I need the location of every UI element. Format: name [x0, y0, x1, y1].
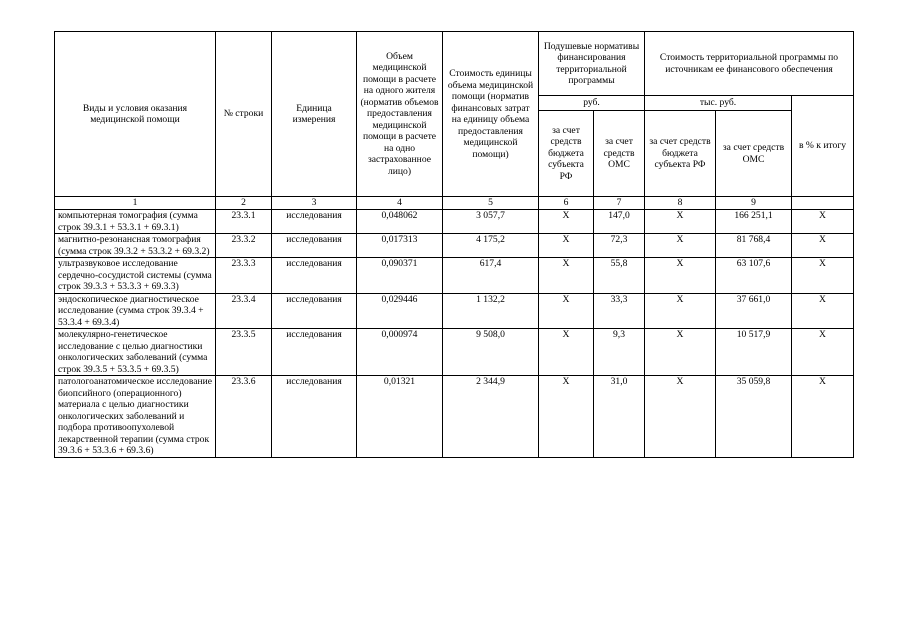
- program-cost-table: [54, 31, 854, 458]
- row-pc-oms: 33,3: [594, 293, 645, 329]
- row-volume: 0,029446: [357, 293, 443, 329]
- row-service-name: молекулярно-генетическое исследование с целью диагностики онкологических заболеваний (сумма строк 39.3.5 + 53.3.5 + 69.3.5): [55, 329, 216, 376]
- row-percent: Х: [792, 234, 854, 258]
- row-line-number: 23.3.2: [216, 234, 272, 258]
- row-unit-cost: 617,4: [443, 258, 539, 294]
- table-row: [55, 293, 854, 329]
- col-number: 9: [716, 197, 792, 210]
- row-percent: Х: [792, 258, 854, 294]
- row-line-number: 23.3.4: [216, 293, 272, 329]
- table-row: [55, 258, 854, 294]
- row-pc-budget: Х: [539, 210, 594, 234]
- col-number: 4: [357, 197, 443, 210]
- row-pc-budget: Х: [539, 329, 594, 376]
- row-unit: исследования: [272, 293, 357, 329]
- row-unit-cost: 1 132,2: [443, 293, 539, 329]
- row-cost-budget: Х: [645, 376, 716, 458]
- col-number: 7: [594, 197, 645, 210]
- row-pc-budget: Х: [539, 234, 594, 258]
- header-cost-oms: за счет средств ОМС: [716, 111, 792, 197]
- column-numbers-row: [55, 197, 854, 210]
- row-unit: исследования: [272, 376, 357, 458]
- row-pc-oms: 9,3: [594, 329, 645, 376]
- row-percent: Х: [792, 293, 854, 329]
- row-unit: исследования: [272, 234, 357, 258]
- row-service-name: ультразвуковое исследование сердечно-сосудистой системы (сумма строк 39.3.3 + 53.3.3 + 69.3.3): [55, 258, 216, 294]
- header-pc-oms: за счет средств ОМС: [594, 111, 645, 197]
- row-volume: 0,000974: [357, 329, 443, 376]
- row-cost-oms: 63 107,6: [716, 258, 792, 294]
- header-unit: Единица измерения: [272, 32, 357, 197]
- header-program-cost: Стоимость территориальной программы по источникам ее финансового обеспечения: [645, 32, 854, 96]
- row-pc-oms: 72,3: [594, 234, 645, 258]
- row-pc-oms: 55,8: [594, 258, 645, 294]
- row-line-number: 23.3.3: [216, 258, 272, 294]
- header-per-capita: Подушевые нормативы финансирования территориальной программы: [539, 32, 645, 96]
- row-percent: Х: [792, 210, 854, 234]
- col-number: 5: [443, 197, 539, 210]
- row-cost-budget: Х: [645, 329, 716, 376]
- row-cost-budget: Х: [645, 258, 716, 294]
- row-cost-oms: 10 517,9: [716, 329, 792, 376]
- row-percent: Х: [792, 376, 854, 458]
- row-unit-cost: 9 508,0: [443, 329, 539, 376]
- row-service-name: компьютерная томография (сумма строк 39.3.1 + 53.3.1 + 69.3.1): [55, 210, 216, 234]
- row-percent: Х: [792, 329, 854, 376]
- table-row: [55, 210, 854, 234]
- row-cost-budget: Х: [645, 210, 716, 234]
- header-unit-rub: руб.: [539, 96, 645, 111]
- row-cost-oms: 166 251,1: [716, 210, 792, 234]
- table-row: [55, 376, 854, 458]
- row-service-name: эндоскопическое диагностическое исследование (сумма строк 39.3.4 + 53.3.4 + 69.3.4): [55, 293, 216, 329]
- row-volume: 0,01321: [357, 376, 443, 458]
- col-number: 6: [539, 197, 594, 210]
- col-number: 3: [272, 197, 357, 210]
- row-pc-budget: Х: [539, 376, 594, 458]
- row-pc-budget: Х: [539, 258, 594, 294]
- col-number: 8: [645, 197, 716, 210]
- header-cost-budget: за счет средств бюджета субъекта РФ: [645, 111, 716, 197]
- row-unit-cost: 2 344,9: [443, 376, 539, 458]
- row-cost-oms: 37 661,0: [716, 293, 792, 329]
- row-unit: исследования: [272, 210, 357, 234]
- row-cost-budget: Х: [645, 293, 716, 329]
- header-unit-cost: Стоимость единицы объема медицинской помощи (норматив финансовых затрат на единицу объема предоставления медицинской помощи): [443, 32, 539, 197]
- table-row: [55, 234, 854, 258]
- row-unit-cost: 3 057,7: [443, 210, 539, 234]
- row-unit: исследования: [272, 329, 357, 376]
- row-service-name: патологоанатомическое исследование биопсийного (операционного) материала с целью диагностики онкологических заболеваний и подбора противоопухолевой лекарственной терапии (сумма строк 39.3.6 + 53.3.6 + 69.3.6): [55, 376, 216, 458]
- row-volume: 0,017313: [357, 234, 443, 258]
- row-cost-budget: Х: [645, 234, 716, 258]
- row-unit: исследования: [272, 258, 357, 294]
- row-pc-oms: 31,0: [594, 376, 645, 458]
- row-line-number: 23.3.5: [216, 329, 272, 376]
- col-number: 2: [216, 197, 272, 210]
- header-unit-thousand-rub: тыс. руб.: [645, 96, 792, 111]
- header-line-number: № строки: [216, 32, 272, 197]
- row-cost-oms: 35 059,8: [716, 376, 792, 458]
- row-volume: 0,048062: [357, 210, 443, 234]
- row-line-number: 23.3.1: [216, 210, 272, 234]
- header-services: Виды и условия оказания медицинской помощи: [55, 32, 216, 197]
- row-pc-oms: 147,0: [594, 210, 645, 234]
- header-volume: Объем медицинской помощи в расчете на одного жителя (норматив объемов предоставления медицинской помощи в расчете на одно застрахованное лицо): [357, 32, 443, 197]
- row-line-number: 23.3.6: [216, 376, 272, 458]
- col-number: [792, 197, 854, 210]
- row-unit-cost: 4 175,2: [443, 234, 539, 258]
- row-volume: 0,090371: [357, 258, 443, 294]
- col-number: 1: [55, 197, 216, 210]
- header-percent-total: в % к итогу: [792, 96, 854, 197]
- row-pc-budget: Х: [539, 293, 594, 329]
- row-service-name: магнитно-резонансная томография (сумма строк 39.3.2 + 53.3.2 + 69.3.2): [55, 234, 216, 258]
- table-row: [55, 329, 854, 376]
- header-pc-budget: за счет средств бюджета субъекта РФ: [539, 111, 594, 197]
- row-cost-oms: 81 768,4: [716, 234, 792, 258]
